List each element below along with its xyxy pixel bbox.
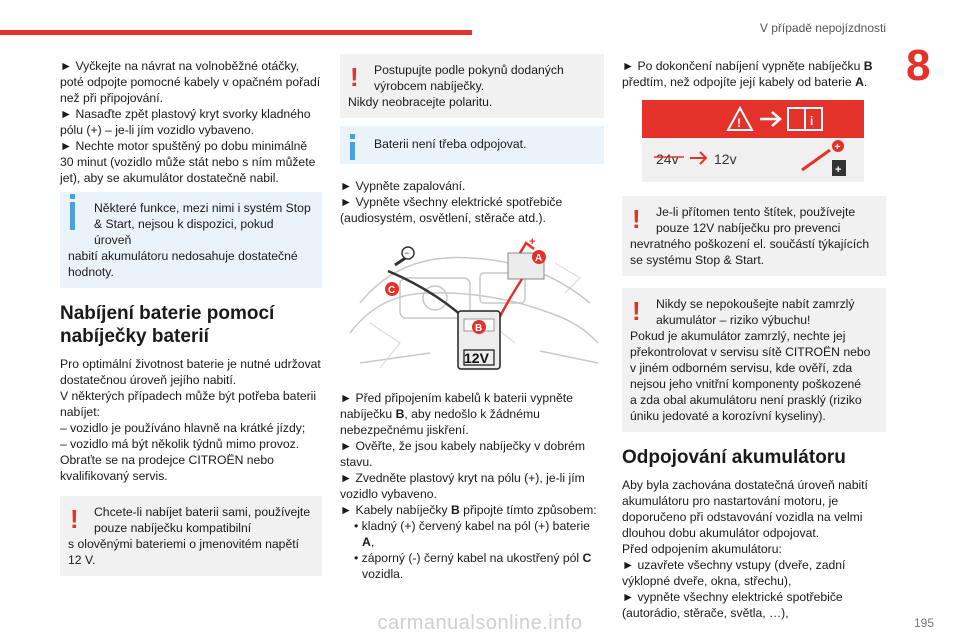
warn-line: Nikdy se nepokoušejte nabít zamrzlý [656,297,855,311]
warn-line: s olověnými bateriemi o jmenovitém napětí [68,537,299,551]
info-icon [350,142,355,160]
section-title-line: Nabíjení baterie pomocí [60,303,275,324]
warn-line: Nikdy neobracejte polaritu. [348,95,493,109]
warning-exclamation-icon: ! [632,296,641,326]
step-line [622,58,886,74]
step-line [340,390,604,422]
label-12v: 12v [714,151,737,167]
col1-line: poté odpojte pomocné kabely v opačném pořadí [60,75,321,89]
column-1 [60,58,322,584]
info-note-no-disconnect [340,126,604,164]
step-text: předtím, než odpojíte její kabely od baterie [622,75,856,89]
ref-c: C [582,551,592,565]
body-line: dlouhou dobu akumulátor odpojovat. [622,526,820,540]
warn-line: se systému Stop & Start. [630,253,765,267]
body-line: Pro optimální životnost baterie je nutné udržovat [60,357,321,371]
column-2 [340,50,604,581]
ref-a: A [855,75,864,89]
callout-b: B [475,323,483,334]
svg-text:!: ! [737,116,741,130]
step-line: stavu. [340,455,373,469]
warn-line: nejsou jeho vnitřní komponenty poškozené [630,377,862,391]
chapter-number: 8 [906,41,931,90]
stop-start-label-figure [642,100,864,182]
warn-line: akumulátor – riziko výbuchu! [656,313,811,327]
body-line: Před odpojením akumulátoru: [622,542,782,556]
warn-line: překontrolovat v servisu sítě CITROËN nebo [630,345,871,359]
page-number: 195 [913,616,934,630]
bullet-line [340,550,604,566]
info-line: Baterii není třeba odpojovat. [374,137,527,151]
step-text: ► Po dokončení nabíjení vypněte nabíječku [622,59,864,73]
battery-charger-illustration [340,233,604,378]
info-line: hodnoty. [68,265,114,279]
warn-line: Chcete-li nabíjet baterii sami, používejte [94,505,311,519]
step-line: ► Vypněte všechny elektrické spotřebiče [340,195,563,209]
step-line: ► Zvedněte plastový kryt na pólu (+), je-li jím [340,471,585,485]
col1-line: pólu (+) – je-li jím vozidlo vybaveno. [60,123,255,137]
step-line: nebezpečnému jiskření. [340,423,469,437]
col1-line: jet), aby se akumulátor dostatečně nabil. [60,171,279,185]
step-line: (audiosystém, osvětlení, stěrače atd.). [340,211,546,225]
step-text: ► Před připojením kabelů k baterii vypněte nabíječku [340,391,573,421]
watermark: carmanualsonline.info [377,612,583,634]
body-line: Obraťte se na prodejce CITROËN nebo [60,453,274,467]
section-title-charging [60,302,322,348]
charger-voltage-label: 12V [464,350,489,366]
warn-line: nevratného poškození el. součástí týkajících [630,237,870,251]
warn-line: v jiném odborném servisu, kde ověří, zda [630,361,853,375]
callout-a: A [535,253,543,264]
bullet-line: • kladný (+) červený kabel na pól (+) baterie [354,519,590,533]
body-line: (autorádio, stěrače, světla, …), [622,606,789,620]
col1-line: 30 minut (vozidlo může stát nebo s ním můžete [60,155,316,169]
body-line: nabíjet: [60,405,100,419]
step-text: ► Kabely nabíječky [340,503,451,517]
minus-sign-icon: − [404,248,410,258]
ref-a: A [362,535,371,549]
warn-line: výrobcem nabíječky. [374,79,485,93]
step-text: , aby nedošlo k žádnému [404,407,540,421]
warning-exclamation-icon: ! [70,504,79,534]
info-line: nabití akumulátoru nedosahuje dostatečné [68,249,298,263]
body-line: Aby byla zachována dostatečná úroveň nabití [622,478,868,492]
warning-exclamation-icon: ! [632,204,641,234]
ref-b: B [395,407,405,421]
body-line: výklopné dveře, okna, střechu), [622,574,792,588]
col1-line: ► Nasaďte zpět plastový kryt svorky kladného [60,107,311,121]
svg-text:+: + [835,164,842,176]
ref-b: B [450,503,460,517]
info-note-stop-start [60,192,322,288]
callout-c: C [388,285,396,296]
warn-line: pouze nabíječku kompatibilní [94,521,252,535]
bullet-text: • záporný (-) černý kabel na ukostřený pól [354,551,583,565]
warning-note-12v-charger [60,496,322,576]
bullet-line: vozidla. [362,567,404,581]
warn-line: pouze 12V nabíječku pro prevenci [656,221,841,235]
column-3 [622,58,886,621]
body-line: doporučeno při odstavování vozidla na velmi [622,510,863,524]
warning-exclamation-icon: ! [350,62,359,92]
step-line [340,502,604,518]
svg-text:i: i [810,114,814,128]
warning-note-12v-label [622,196,886,276]
step-line [622,74,886,90]
warn-line: úniku jedovaté a korozívní kyseliny). [630,409,826,423]
warn-line: Je-li přítomen tento štítek, používejte [656,205,856,219]
page-header-title: V případě nepojízdnosti [759,21,886,35]
warn-line: Pokud je akumulátor zamrzlý, nechte jej [630,329,846,343]
info-line: & Start, nejsou k dispozici, pokud úroveň [94,217,274,247]
step-line: ► Vypněte zapalování. [340,179,466,193]
body-line: dostatečnou úroveň jejího nabití. [60,373,237,387]
body-line: – vozidlo má být několik týdnů mimo provoz. [60,437,300,451]
step-text: . [863,75,868,89]
plus-sign-icon: + [529,236,536,248]
step-text: připojte tímto způsobem: [459,503,597,517]
col1-line: ► Nechte motor spuštěný po dobu minimálně [60,139,308,153]
warn-line: a zda obal akumulátoru není prasklý (riziko [630,393,862,407]
warning-note-frozen-battery [622,288,886,432]
warn-line: 12 V. [68,553,96,567]
bullet-line [340,534,604,550]
section-title-disconnect: Odpojování akumulátoru [622,447,846,468]
section-title-line: nabíječky baterií [60,326,209,347]
step-line: vozidlo vybaveno. [340,487,437,501]
bullet-text: , [370,535,375,549]
body-line: ► uzavřete všechny vstupy (dveře, zadní [622,558,846,572]
step-line: ► Ověřte, že jsou kabely nabíječky v dobrém [340,439,586,453]
label-24v: 24v [656,151,679,167]
col1-line: než při připojování. [60,91,163,105]
svg-text:+: + [834,142,841,153]
warning-note-polarity [340,54,604,118]
warn-line: Postupujte podle pokynů dodaných [374,63,564,77]
ref-b: B [863,59,873,73]
body-line: kvalifikovaný servis. [60,469,168,483]
col1-line: ► Vyčkejte na návrat na volnoběžné otáčky, [60,59,300,73]
info-line: Některé funkce, mezi nimi i systém Stop [94,201,311,215]
body-line: akumulátoru pro nastartování motoru, je [622,494,839,508]
header-accent-bar [0,30,472,35]
body-line: – vozidlo je používáno hlavně na krátké jízdy; [60,421,306,435]
body-line: V některých případech může být potřeba baterii [60,389,317,403]
body-line: ► vypněte všechny elektrické spotřebiče [622,590,843,604]
info-icon [70,202,75,230]
